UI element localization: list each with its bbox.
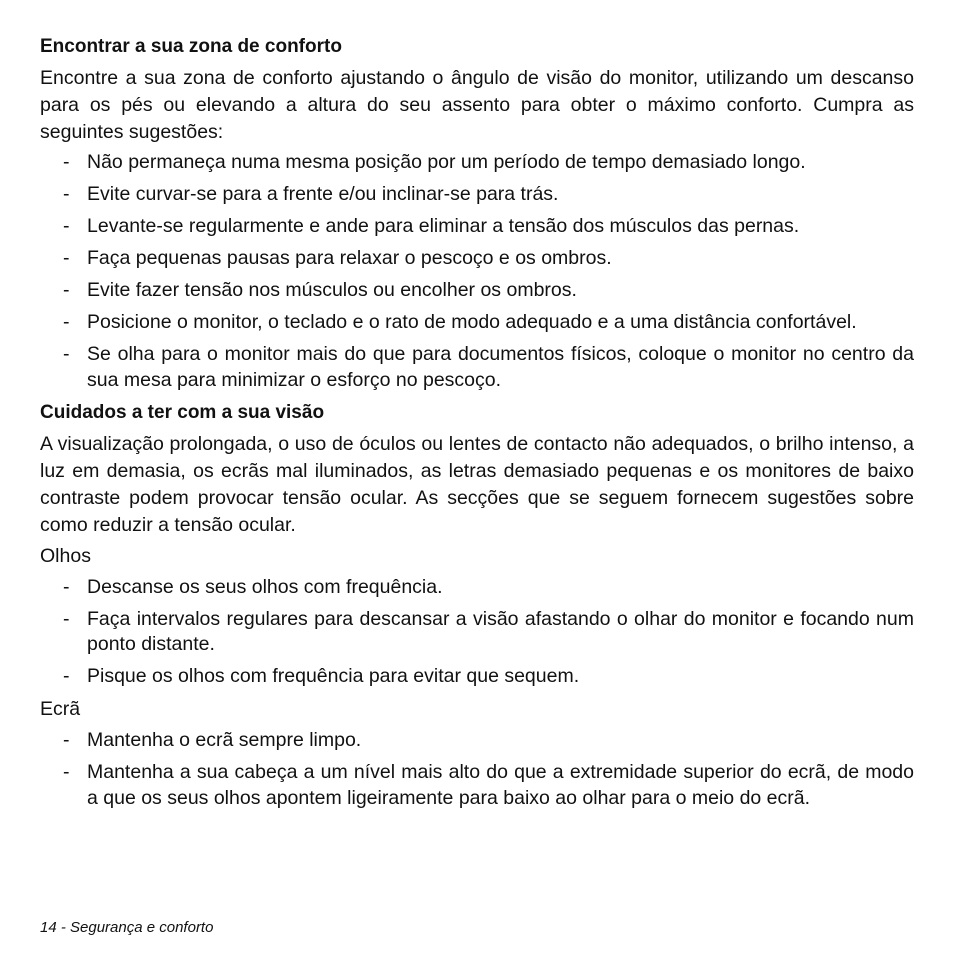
page-footer: 14 - Segurança e conforto	[40, 919, 214, 936]
list-item-text: Pisque os olhos com frequência para evitar que sequem.	[87, 665, 580, 687]
eyes-tips-list	[40, 575, 914, 690]
section-heading-vision-care: Cuidados a ter com a sua visão	[40, 401, 325, 423]
screen-tips-list	[40, 728, 914, 811]
list-item-text: Não permaneça numa mesma posição por um período de tempo demasiado longo.	[87, 151, 806, 173]
list-item	[40, 214, 914, 240]
list-item-text: Evite curvar-se para a frente e/ou inclinar-se para trás.	[87, 183, 559, 205]
list-item	[40, 607, 914, 658]
subheading-eyes: Olhos	[40, 544, 91, 567]
list-item	[40, 664, 914, 690]
list-item	[40, 760, 914, 811]
list-item-text: Se olha para o monitor mais do que para documentos físicos, coloque o monitor no centro da sua mesa para minimizar o esforço no pescoço.	[87, 343, 914, 391]
list-item	[40, 342, 914, 393]
list-item-text: Mantenha o ecrã sempre limpo.	[87, 729, 362, 751]
section-heading-comfort-zone: Encontrar a sua zona de conforto	[40, 36, 342, 57]
dash-bullet: -	[63, 279, 70, 301]
dash-bullet: -	[63, 607, 70, 630]
dash-bullet: -	[63, 761, 70, 783]
list-item-text: Faça pequenas pausas para relaxar o pescoço e os ombros.	[87, 247, 612, 269]
dash-bullet: -	[63, 665, 70, 687]
list-item-text: Evite fazer tensão nos músculos ou encolher os ombros.	[87, 279, 577, 301]
dash-bullet: -	[63, 183, 70, 205]
dash-bullet: -	[63, 343, 70, 365]
comfort-zone-intro: Encontre a sua zona de conforto ajustando o ângulo de visão do monitor, utilizando um descanso para os pés ou elevando a altura do seu assento para obter o máximo conforto. Cumpra as seguintes sugestões:	[40, 67, 914, 143]
dash-bullet: -	[63, 575, 70, 598]
list-item-text: Descanse os seus olhos com frequência.	[87, 575, 443, 598]
list-item-text: Posicione o monitor, o teclado e o rato de modo adequado e a uma distância confortável.	[87, 311, 857, 333]
list-item	[40, 278, 914, 304]
dash-bullet: -	[63, 215, 70, 237]
dash-bullet: -	[63, 247, 70, 269]
subheading-screen: Ecrã	[40, 698, 81, 720]
list-item	[40, 575, 914, 601]
list-item	[40, 182, 914, 208]
list-item	[40, 246, 914, 272]
dash-bullet: -	[63, 151, 70, 173]
list-item-text: Mantenha a sua cabeça a um nível mais alto do que a extremidade superior do ecrã, de modo a que os seus olhos apontem ligeiramente para baixo ao olhar para o meio do ecrã.	[87, 761, 914, 809]
list-item-text: Faça intervalos regulares para descansar a visão afastando o olhar do monitor e focando num ponto distante.	[87, 607, 914, 655]
list-item	[40, 728, 914, 754]
dash-bullet: -	[63, 729, 70, 751]
vision-care-intro: A visualização prolongada, o uso de óculos ou lentes de contacto não adequados, o brilho intenso, a luz em demasia, os ecrãs mal iluminados, as letras demasiado pequenas e os monitores de baixo contraste podem provocar tensão ocular. As secções que se seguem fornecem sugestões sobre como reduzir a tensão ocular.	[40, 432, 914, 536]
dash-bullet: -	[63, 311, 70, 333]
list-item-text: Levante-se regularmente e ande para eliminar a tensão dos músculos das pernas.	[87, 215, 800, 237]
list-item	[40, 310, 914, 336]
document-page	[40, 34, 914, 818]
comfort-tips-list	[40, 150, 914, 393]
list-item	[40, 150, 914, 176]
